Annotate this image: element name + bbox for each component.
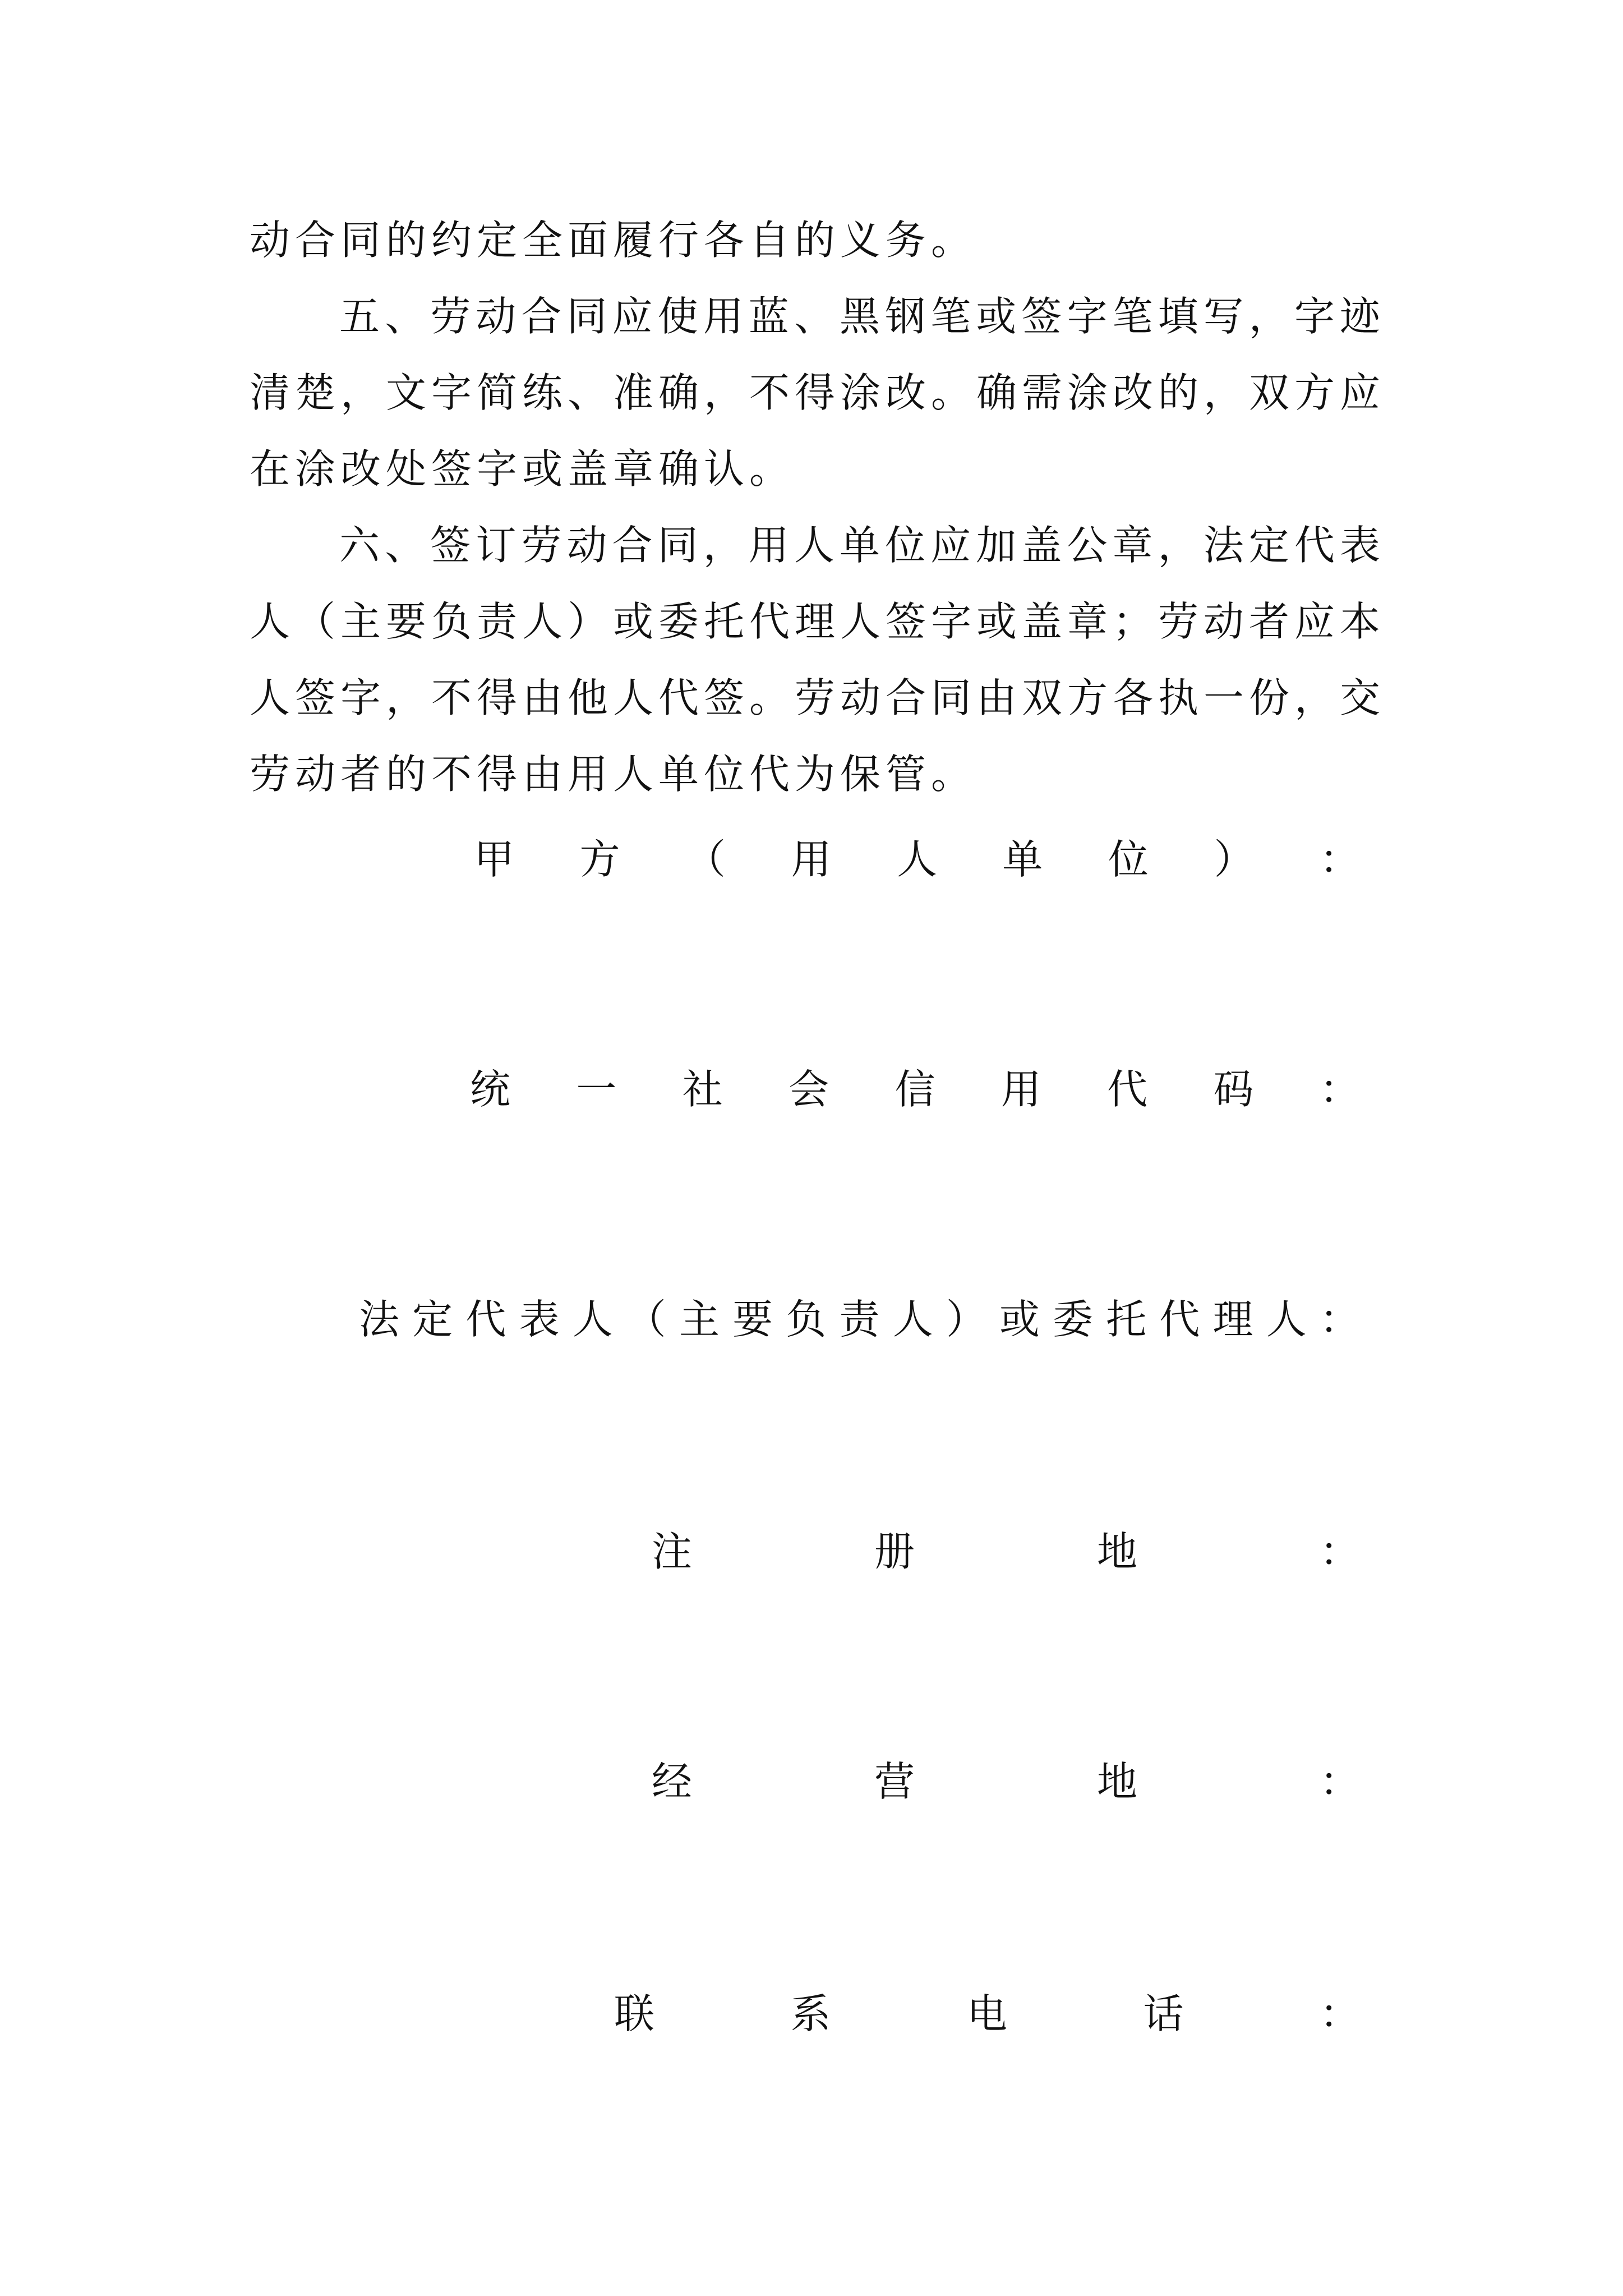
legal-representative-label: 法 定 代 表 人 （ 主 要 负 责 人 ） 或 委 托 代 理 人 ： <box>359 1296 1360 1343</box>
business-address-label: 经 营 地 ： <box>652 1758 1360 1805</box>
contract-notes <box>250 202 1385 812</box>
paragraph-continuation: 动合同的约定全面履行各自的义务。 <box>250 217 977 264</box>
party-a-label: 甲 方 （ 用 人 单 位 ） ： <box>474 836 1360 883</box>
registered-address-label: 注 册 地 ： <box>652 1528 1360 1575</box>
paragraph-item-5: 五、劳动合同应使用蓝、黑钢笔或签字笔填写，字迹清楚，文字简练、准确，不得涂改。确需涂改的，双方应在涂改处签字或盖章确认。 <box>250 293 1386 493</box>
credit-code-label: 统 一 社 会 信 用 代 码 ： <box>470 1066 1360 1113</box>
contact-phone-label: 联 系 电 话 ： <box>614 1990 1360 2037</box>
paragraph-item-6: 六、签订劳动合同，用人单位应加盖公章，法定代表人（主要负责人）或委托代理人签字或盖章；劳动者应本人签字，不得由他人代签。劳动合同由双方各执一份，交劳动者的不得由用人单位代为保管。 <box>250 522 1386 798</box>
